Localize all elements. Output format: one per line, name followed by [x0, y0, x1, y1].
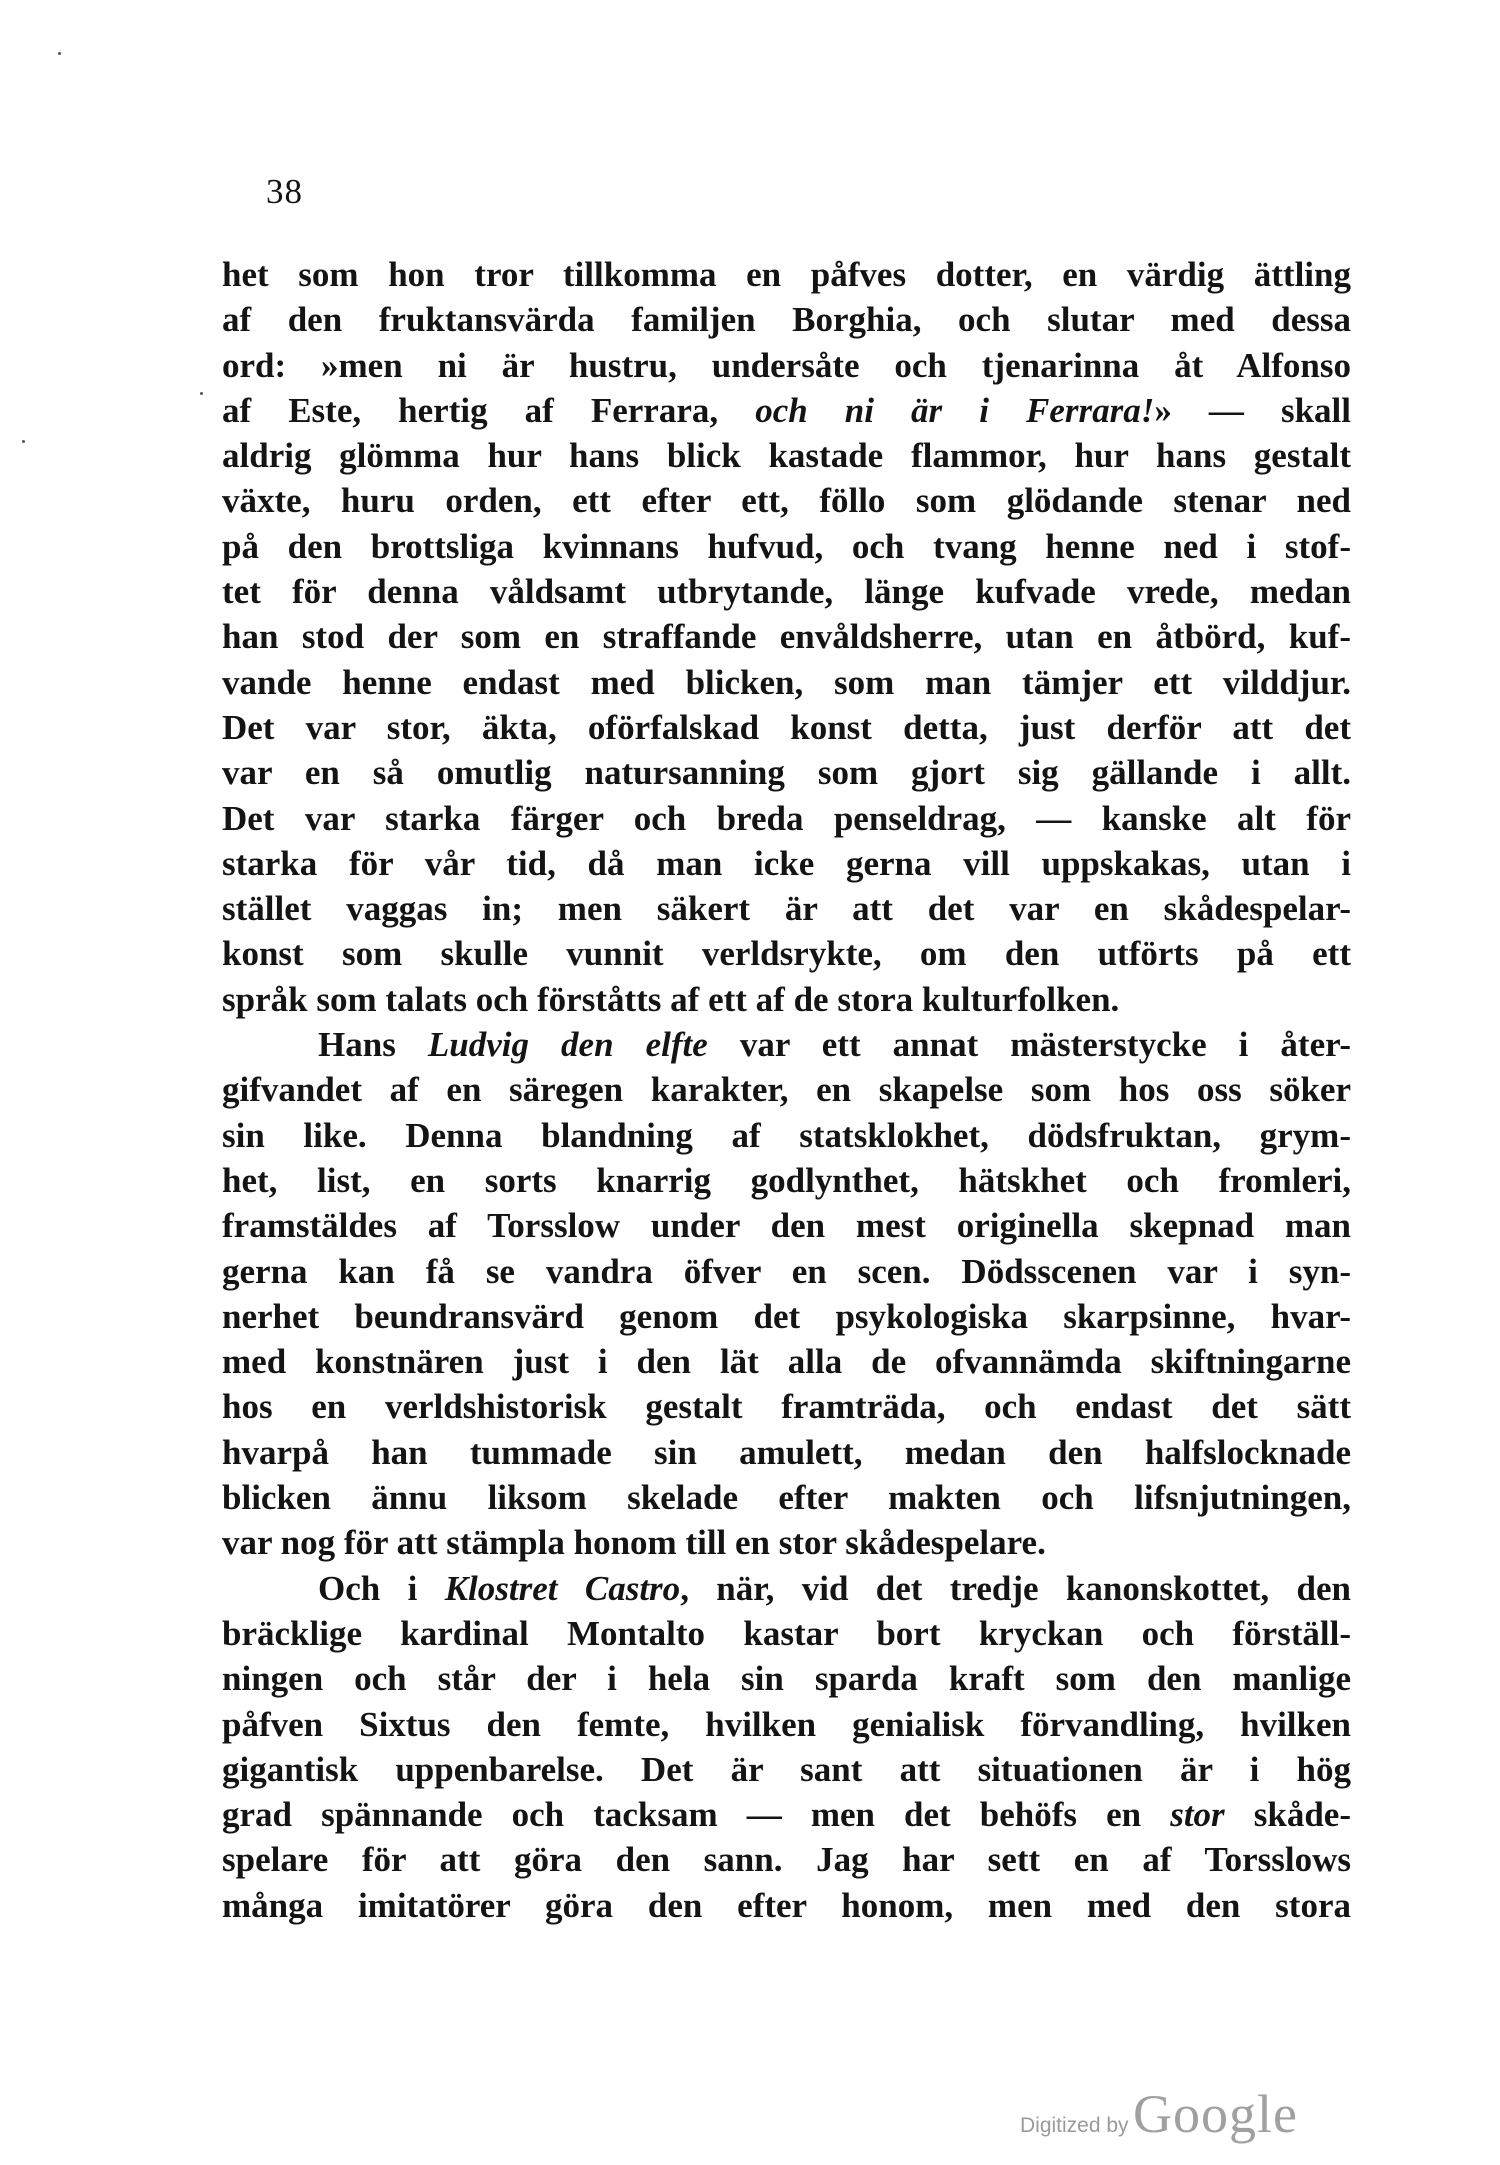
scan-speck	[22, 440, 25, 443]
text-segment: var en så omutlig natursanning som gjort sig gällande i allt.	[222, 753, 1351, 793]
text-line	[222, 1158, 1351, 1203]
text-line	[222, 388, 1351, 433]
text-segment: bräcklige kardinal Montalto kastar bort kryckan och förställ-	[222, 1613, 1351, 1653]
text-segment: af Este, hertig af Ferrara,	[222, 390, 756, 430]
text-segment: grad spännande och tacksam — men det behöfs en	[222, 1795, 1171, 1835]
text-segment: het som hon tror tillkomma en påfves dotter, en värdig ättling	[222, 255, 1351, 294]
text-segment: med konstnären just i den lät alla de ofvannämda skiftningarne	[222, 1342, 1351, 1382]
scan-speck	[200, 392, 203, 395]
text-segment: af den fruktansvärda familjen Borghia, och slutar med dessa	[222, 300, 1351, 340]
text-line	[222, 1792, 1351, 1837]
text-line	[222, 1294, 1351, 1339]
text-segment: nerhet beundransvärd genom det psykologiska skarpsinne, hvar-	[222, 1296, 1351, 1336]
italic-title: Klostret Castro	[444, 1568, 681, 1608]
text-line	[222, 660, 1351, 705]
scan-speck	[58, 52, 61, 55]
text-line	[222, 841, 1351, 886]
text-segment: gigantisk uppenbarelse. Det är sant att situationen är i hög	[222, 1749, 1351, 1789]
page-number: 38	[266, 172, 303, 211]
text-line	[222, 886, 1351, 931]
text-line	[222, 1520, 1351, 1565]
text-line	[222, 931, 1351, 976]
text-segment: blicken ännu liksom skelade efter makten och lifsnjutningen,	[222, 1478, 1351, 1518]
body-text	[222, 252, 1351, 1928]
text-segment: han stod der som en straffande envåldsherre, utan en åtbörd, kuf-	[222, 617, 1351, 657]
text-segment: spelare för att göra den sann. Jag har sett en af Torsslows	[222, 1840, 1351, 1880]
text-segment: het, list, en sorts knarrig godlynthet, hätskhet och fromleri,	[222, 1160, 1351, 1200]
text-line	[222, 524, 1351, 569]
text-line	[222, 569, 1351, 614]
text-line	[222, 343, 1351, 388]
text-segment: Hans	[318, 1025, 428, 1065]
text-segment: växte, huru orden, ett efter ett, föllo som glödande stenar ned	[222, 481, 1351, 521]
text-segment: var ett annat mästerstycke i åter-	[707, 1025, 1352, 1065]
text-segment: aldrig glömma hur hans blick kastade flammor, hur hans gestalt	[222, 436, 1351, 476]
text-line	[222, 1203, 1351, 1248]
text-segment: stället vaggas in; men säkert är att det var en skådespelar-	[222, 889, 1351, 929]
text-segment: gifvandet af en säregen karakter, en skapelse som hos oss söker	[222, 1070, 1351, 1110]
text-segment: gerna kan få se vandra öfver en scen. Dödsscenen var i syn-	[222, 1251, 1351, 1291]
text-segment: var nog för att stämpla honom till en stor skådespelare.	[222, 1523, 1046, 1563]
text-segment: många imitatörer göra den efter honom, men med den stora	[222, 1885, 1351, 1925]
text-segment: vande henne endast med blicken, som man tämjer ett vilddjur.	[222, 662, 1351, 702]
watermark-prefix: Digitized by	[1020, 2114, 1129, 2137]
text-segment: skåde-	[1224, 1795, 1351, 1835]
italic-title: Ludvig den elfte	[427, 1025, 708, 1065]
text-segment: konst som skulle vunnit verldsrykte, om den utförts på ett	[222, 934, 1351, 974]
text-segment: framstäldes af Torsslow under den mest originella skepnad man	[222, 1206, 1351, 1246]
text-line	[222, 750, 1351, 795]
text-line	[222, 1656, 1351, 1701]
text-line	[222, 1566, 1351, 1611]
text-line	[222, 1837, 1351, 1882]
text-line	[222, 252, 1351, 297]
text-line	[222, 1883, 1351, 1928]
text-line	[222, 796, 1351, 841]
digitized-watermark	[1020, 2083, 1298, 2145]
text-line	[222, 705, 1351, 750]
text-segment: , när, vid det tredje kanonskottet, den	[680, 1568, 1352, 1608]
text-segment: på den brottsliga kvinnans hufvud, och tvang henne ned i stof-	[222, 526, 1351, 566]
text-line	[222, 1702, 1351, 1747]
text-line	[222, 433, 1351, 478]
text-segment: starka för vår tid, då man icke gerna vill uppskakas, utan i	[222, 843, 1351, 883]
text-segment: tet för denna våldsamt utbrytande, länge kufvade vrede, medan	[222, 572, 1351, 612]
text-line	[222, 1475, 1351, 1520]
text-segment: Och i	[318, 1568, 445, 1608]
text-line	[222, 614, 1351, 659]
text-line	[222, 977, 1351, 1022]
text-segment: påfven Sixtus den femte, hvilken genialisk förvandling, hvilken	[222, 1704, 1351, 1744]
text-segment: hos en verldshistorisk gestalt framträda, och endast det sätt	[222, 1387, 1351, 1427]
text-segment: ningen och står der i hela sin sparda kraft som den manlige	[222, 1659, 1351, 1699]
text-segment: Det var starka färger och breda penseldrag, — kanske alt för	[222, 798, 1351, 838]
text-segment: språk som talats och förståtts af ett af de stora kulturfolken.	[222, 979, 1120, 1019]
text-segment: ord: »men ni är hustru, undersåte och tjenarinna åt Alfonso	[222, 345, 1351, 385]
text-line	[222, 1384, 1351, 1429]
text-segment: Det var stor, äkta, oförfalskad konst detta, just derför att det	[222, 707, 1351, 747]
text-line	[222, 478, 1351, 523]
text-line	[222, 1067, 1351, 1112]
google-logo: Google	[1133, 2084, 1298, 2144]
italic-title: stor	[1170, 1795, 1225, 1835]
text-segment: sin like. Denna blandning af statsklokhet, dödsfruktan, grym-	[222, 1115, 1351, 1155]
text-line	[222, 1022, 1351, 1067]
text-line	[222, 297, 1351, 342]
text-line	[222, 1339, 1351, 1384]
italic-title: och ni är i Ferrara!	[755, 390, 1155, 430]
text-segment: » — skall	[1154, 390, 1351, 430]
text-segment: hvarpå han tummade sin amulett, medan den halfslocknade	[222, 1432, 1351, 1472]
text-line	[222, 1249, 1351, 1294]
text-line	[222, 1430, 1351, 1475]
text-line	[222, 1747, 1351, 1792]
text-line	[222, 1611, 1351, 1656]
text-line	[222, 1113, 1351, 1158]
